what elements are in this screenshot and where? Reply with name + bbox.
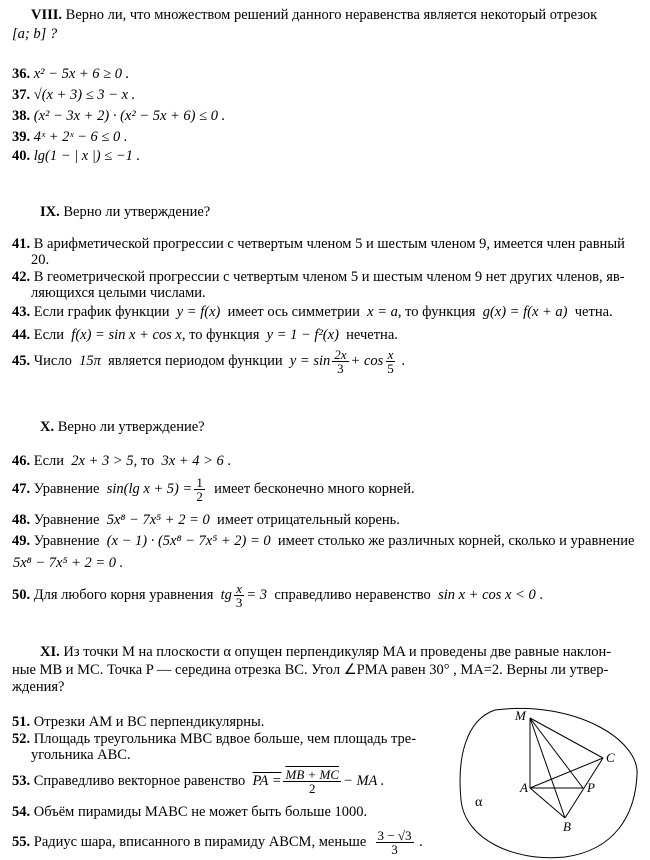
label-M: M bbox=[515, 708, 526, 723]
section-8-heading: VIII. bbox=[31, 7, 63, 23]
item-43: 43. Если график функции y = f(x) имеет ось симметрии x = a, то функция g(x) = f(x + a) четна. bbox=[12, 304, 613, 320]
item-48: 48. Уравнение 5x⁸ − 7x⁵ + 2 = 0 имеет отрицательный корень. bbox=[12, 512, 400, 528]
section-8-segment: [a; b] ? bbox=[12, 26, 58, 42]
item-41: 41. В арифметической прогрессии с четвертым членом 5 и шестым членом 9, имеется член равный bbox=[12, 236, 625, 252]
item-53: 53. Справедливо векторное равенство PA = $\frac{MB + MC}{2}$ − MA . bbox=[12, 767, 385, 796]
fraction-radius: $\frac{3 - √3}{3}$ bbox=[377, 828, 412, 857]
item-52: 52. Площадь треугольника MBC вдвое больше, чем площадь тре- bbox=[12, 731, 417, 747]
pyramid-figure bbox=[455, 700, 640, 860]
pyramid-edges bbox=[530, 718, 603, 818]
item-38: 38. (x² − 3x + 2) · (x² − 5x + 6) ≤ 0 . bbox=[12, 108, 226, 124]
plane-alpha-outline bbox=[460, 708, 637, 857]
section-11-heading: XI. bbox=[40, 644, 60, 660]
label-C: C bbox=[606, 750, 615, 765]
item-49-cont: 5x⁸ − 7x⁵ + 2 = 0 . bbox=[13, 555, 124, 571]
section-11-line3: ждения? bbox=[12, 679, 65, 695]
item-36: 36. x² − 5x + 6 ≥ 0 . bbox=[12, 66, 130, 82]
fraction-2x-3: $\frac{2x}{3}$ bbox=[334, 347, 347, 376]
item-40: 40. lg(1 − | x |) ≤ −1 . bbox=[12, 148, 141, 164]
fraction-x-5: $\frac{x}{5}$ bbox=[387, 347, 394, 376]
item-42-cont: ляющихся целыми числами. bbox=[31, 285, 206, 301]
section-8-text: Верно ли, что множеством решений данного неравенства является некоторый отрезок bbox=[65, 7, 598, 23]
item-49: 49. Уравнение (x − 1) · (5x⁸ − 7x⁵ + 2) = 0 имеет столько же различных корней, сколько и уравнение bbox=[12, 533, 635, 549]
section-11-line2: ные MB и MC. Точка P — середина отрезка BC. Угол ∠PMA равен 30° , MA=2. Верны ли утвер- bbox=[12, 662, 609, 678]
item-51: 51. Отрезки AM и BC перпендикулярны. bbox=[12, 714, 265, 730]
fraction-x-3: $\frac{x}{3}$ bbox=[235, 581, 243, 610]
item-37: 37. √(x + 3) ≤ 3 − x . bbox=[12, 87, 136, 103]
label-B: B bbox=[563, 819, 571, 834]
item-54: 54. Объём пирамиды MABC не может быть больше 1000. bbox=[12, 804, 368, 820]
section-10-heading: X. bbox=[40, 419, 55, 435]
item-52-cont: угольника ABC. bbox=[31, 747, 131, 763]
fraction-1-2: $\frac{1}{2}$ bbox=[196, 475, 203, 504]
section-8-question bbox=[31, 6, 641, 24]
label-alpha: α bbox=[475, 795, 483, 810]
section-9-question: IX. Верно ли утверждение? bbox=[40, 204, 211, 220]
item-42: 42. В геометрической прогрессии с четвертым членом 5 и шестым членом 9 нет других членов, яв- bbox=[12, 269, 625, 285]
section-11-line1: XI. Из точки M на плоскости α опущен перпендикуляр MA и проведены две равные наклон- bbox=[40, 644, 612, 660]
item-50: 50. Для любого корня уравнения tg $\frac{x}{3}$ = 3 справедливо неравенство sin x + cos x < 0 . bbox=[12, 581, 544, 610]
item-47: 47. Уравнение sin(lg x + 5) = $\frac{1}{2}$ имеет бесконечно много корней. bbox=[12, 475, 415, 504]
item-46: 46. Если 2x + 3 > 5, то 3x + 4 > 6 . bbox=[12, 453, 231, 469]
item-44: 44. Если f(x) = sin x + cos x, то функция y = 1 − f²(x) нечетна. bbox=[12, 327, 398, 343]
item-55: 55. Радиус шара, вписанного в пирамиду ABCM, меньше $\frac{3 - √3}{3}$ . bbox=[12, 828, 423, 857]
item-39: 39. 4ˣ + 2ˣ − 6 ≤ 0 . bbox=[12, 129, 128, 145]
fraction-vectors: $\frac{MB + MC}{2}$ bbox=[285, 767, 340, 796]
section-10-question: X. Верно ли утверждение? bbox=[40, 419, 205, 435]
label-P: P bbox=[587, 780, 595, 795]
label-A: A bbox=[520, 780, 528, 795]
item-45: 45. Число 15π является периодом функции y = sin $\frac{2x}{3}$ + cos $\frac{x}{5}$ . bbox=[12, 347, 406, 376]
item-41-cont: 20. bbox=[31, 252, 50, 268]
section-9-heading: IX. bbox=[40, 204, 60, 220]
